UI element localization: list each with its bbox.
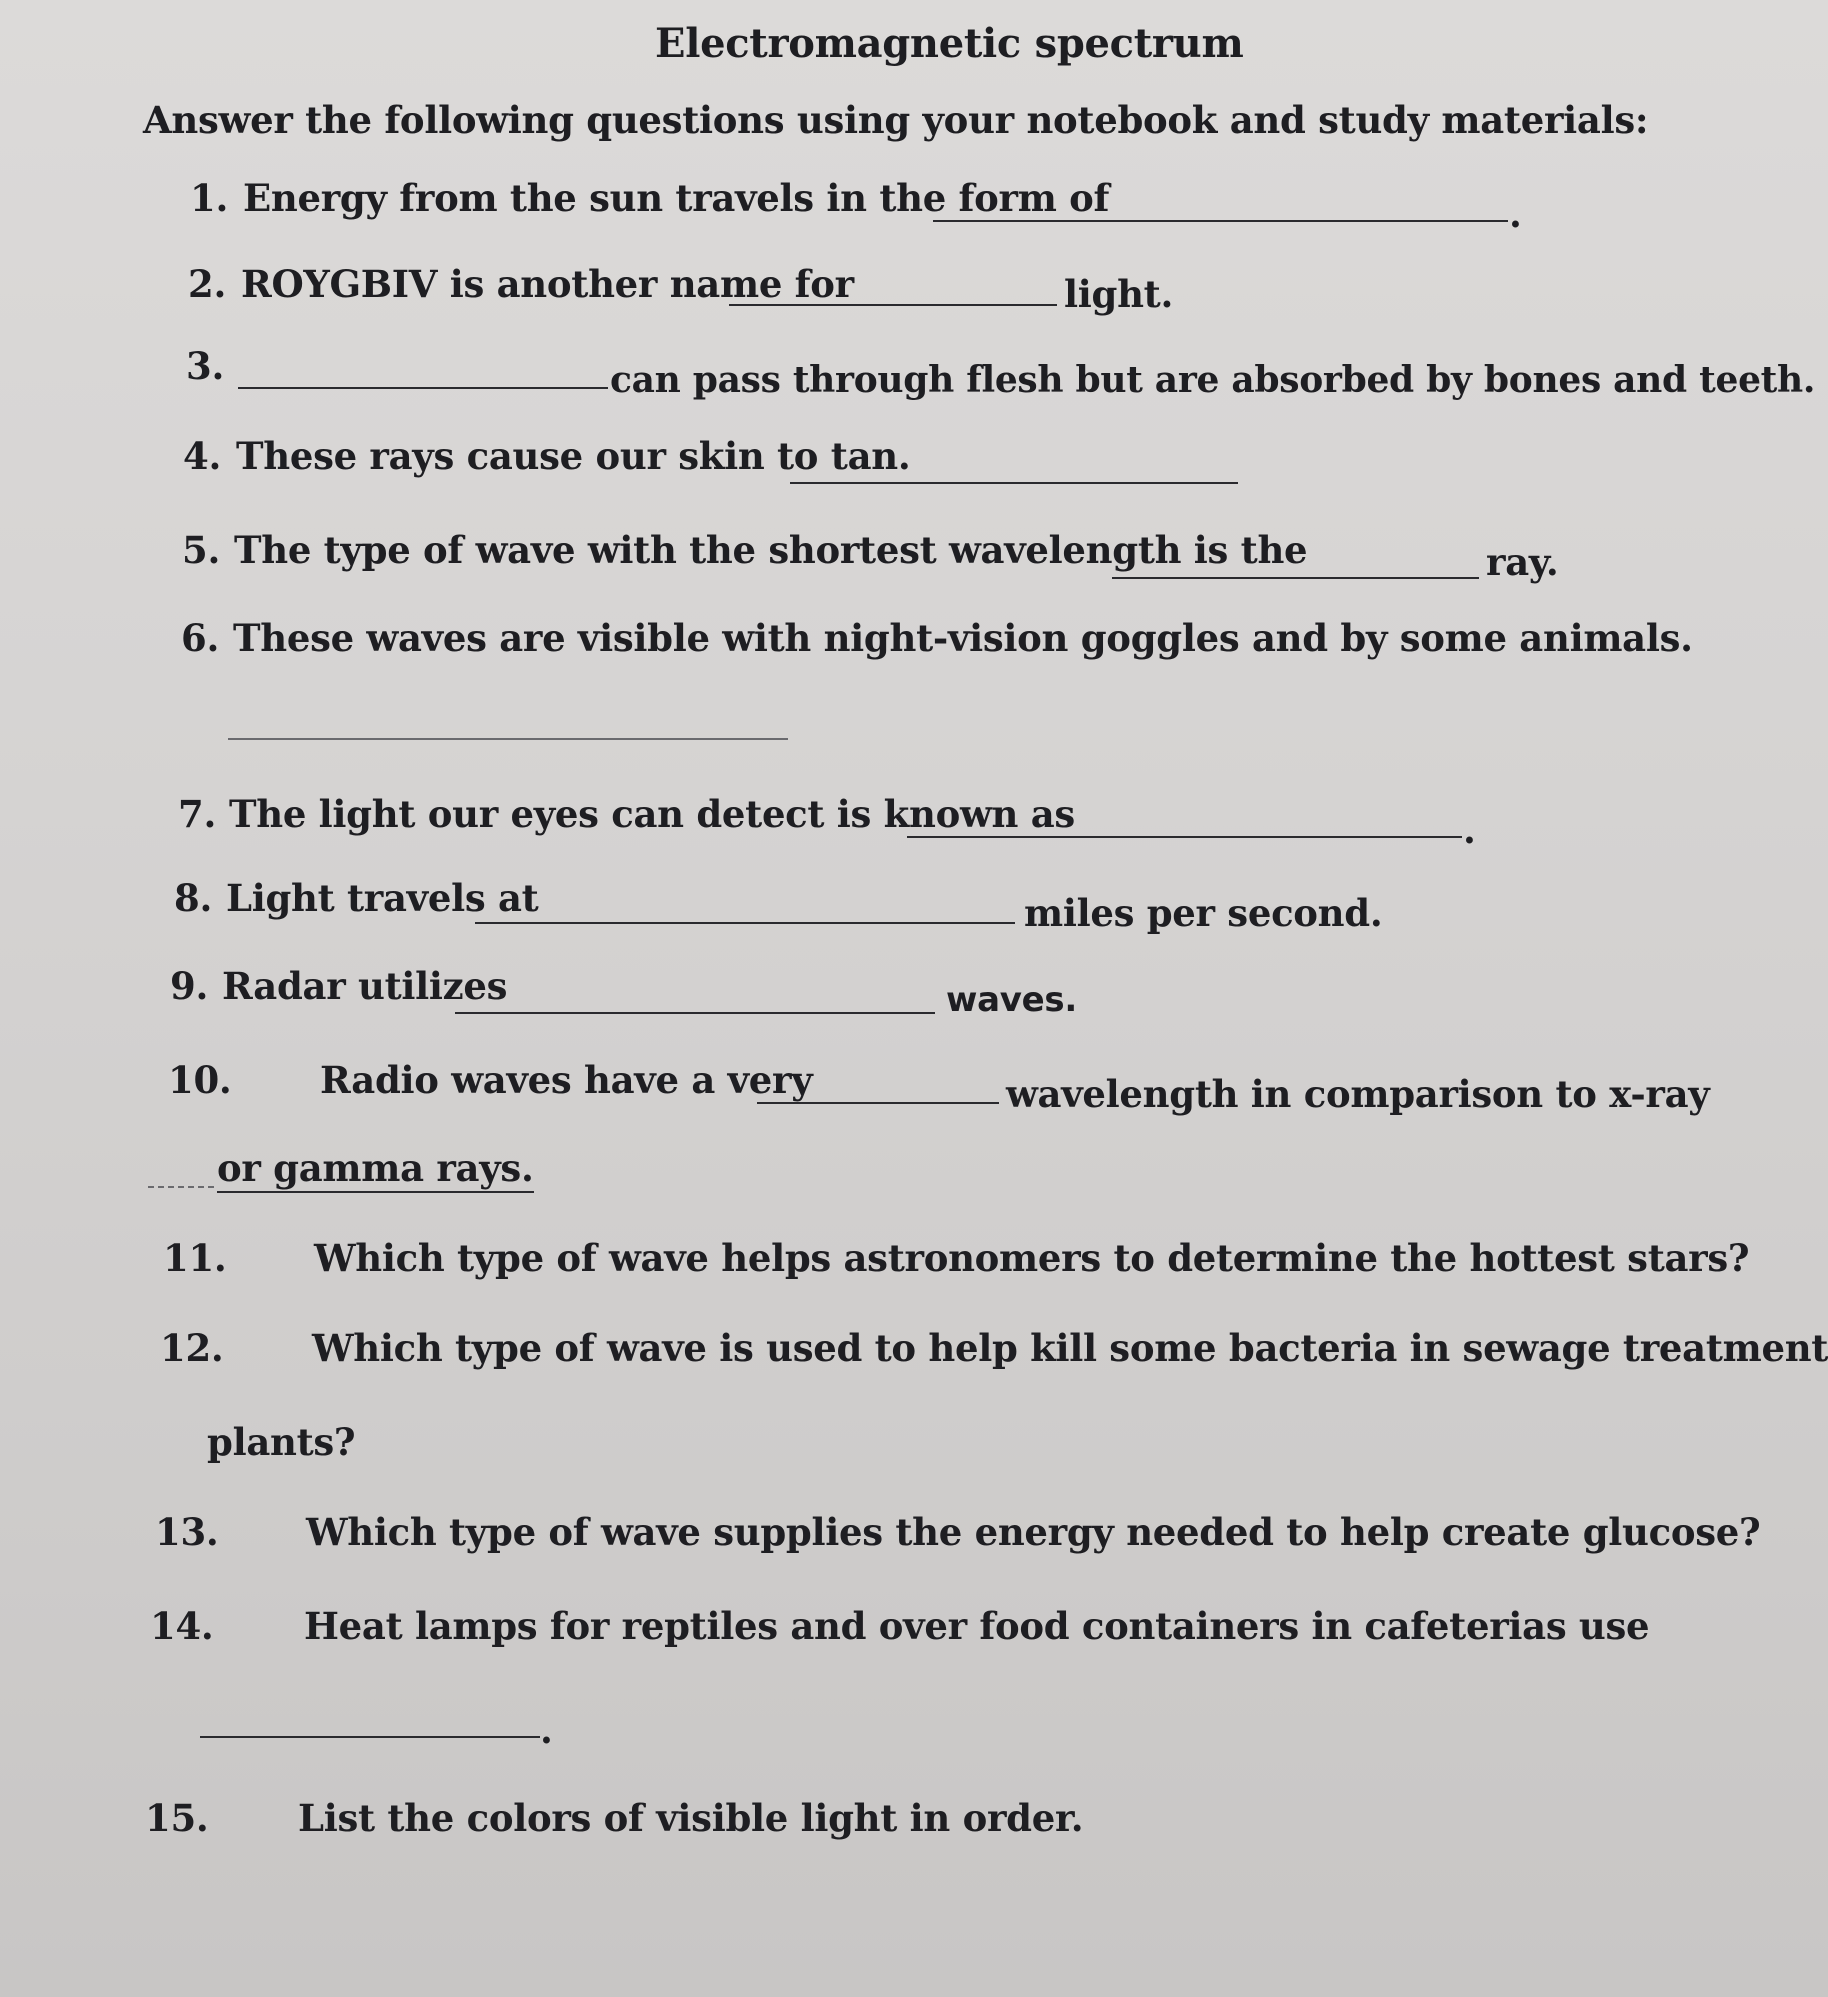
question-number: 3. [186,344,225,388]
answer-blank[interactable] [228,738,788,740]
question-number: 1. [190,176,229,220]
answer-blank[interactable] [148,1186,214,1188]
worksheet-title: Electromagnetic spectrum [655,20,1244,67]
answer-blank[interactable] [238,387,608,389]
instructions: Answer the following questions using your notebook and study materials: [143,98,1649,142]
question-text: Heat lamps for reptiles and over food containers in cafeterias use [304,1604,1650,1648]
answer-blank[interactable] [200,1736,540,1738]
question-number: 4. [183,434,222,478]
question-text: can pass through flesh but are absorbed by bones and teeth. [610,359,1816,401]
question-suffix: waves. [946,980,1077,1020]
question-number: 5. [182,528,221,572]
question-text: ROYGBIV is another name for [241,262,854,306]
question-text: List the colors of visible light in order. [298,1796,1084,1840]
question-suffix: . [1463,808,1476,852]
answer-blank[interactable] [933,220,1508,222]
question-text: Which type of wave is used to help kill some bacteria in sewage treatment [312,1326,1828,1370]
question-number: 11. [163,1236,227,1280]
question-text: The type of wave with the shortest wavelength is the [234,528,1308,572]
question-text: Which type of wave supplies the energy needed to help create glucose? [306,1510,1761,1554]
question-suffix: . [1509,192,1522,236]
question-text: Radio waves have a very [320,1058,813,1102]
question-number: 2. [188,262,227,306]
answer-blank[interactable] [729,304,1057,306]
answer-blank[interactable] [475,922,1015,924]
question-continuation: or gamma rays. [217,1150,534,1193]
question-number: 15. [145,1796,209,1840]
question-continuation: plants? [207,1420,356,1464]
question-suffix: wavelength in comparison to x-ray [1006,1072,1710,1116]
question-number: 7. [178,792,217,836]
question-number: 9. [170,964,209,1008]
question-text: Light travels at [226,876,539,920]
answer-blank[interactable] [757,1102,999,1104]
question-number: 12. [160,1326,224,1370]
question-number: 8. [174,876,213,920]
question-suffix: miles per second. [1024,891,1383,935]
question-number: 14. [150,1604,214,1648]
answer-blank[interactable] [907,836,1462,838]
answer-blank[interactable] [790,482,1238,484]
question-number: 13. [155,1510,219,1554]
answer-blank[interactable] [1112,577,1479,579]
question-number: 6. [181,616,220,660]
question-suffix: light. [1064,272,1174,316]
question-text: Energy from the sun travels in the form of [243,176,1110,220]
question-text: The light our eyes can detect is known as [229,792,1075,836]
question-number: 10. [168,1058,232,1102]
question-text: Which type of wave helps astronomers to determine the hottest stars? [314,1236,1750,1280]
question-suffix: ray. [1486,540,1559,584]
question-text: These waves are visible with night-vision goggles and by some animals. [233,616,1693,660]
question-text: These rays cause our skin to tan. [236,434,911,478]
answer-blank[interactable] [455,1012,935,1014]
question-text: Radar utilizes [222,964,508,1008]
question-suffix: . [540,1708,553,1752]
